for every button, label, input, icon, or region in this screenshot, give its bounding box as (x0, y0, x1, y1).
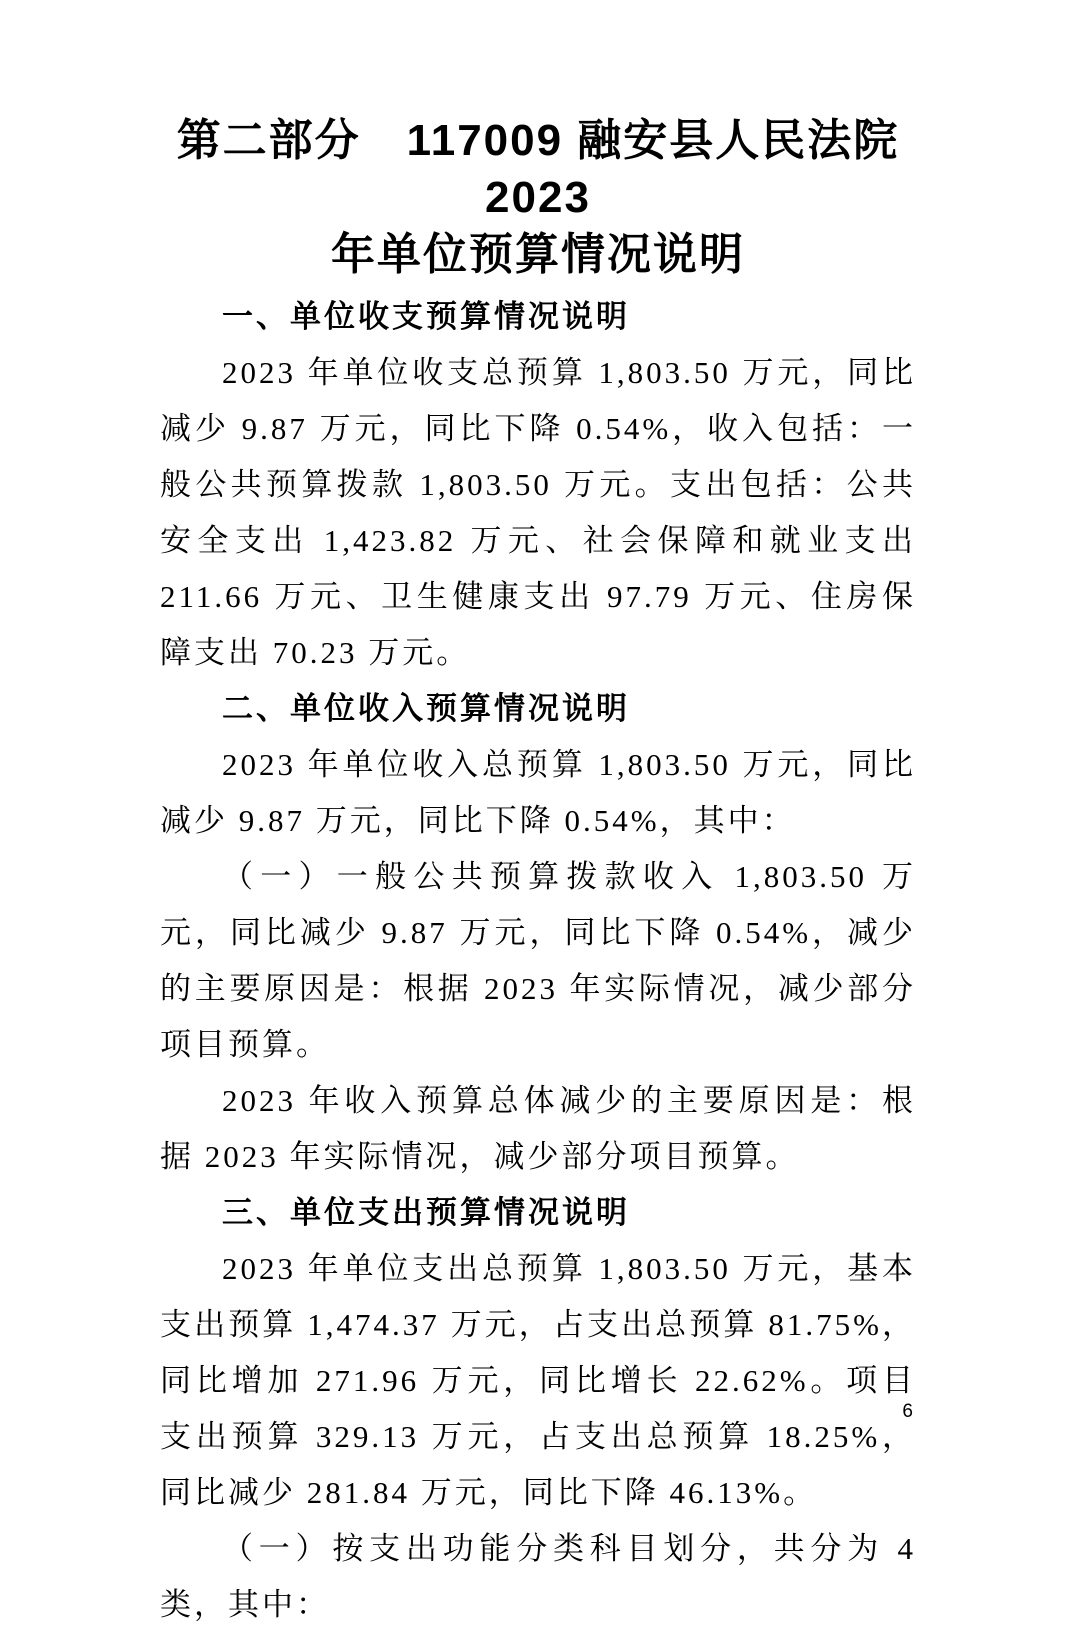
section-heading: 三、单位支出预算情况说明 (222, 1195, 630, 1230)
section-heading: 二、单位收入预算情况说明 (222, 691, 630, 726)
title-line-2: 年单位预算情况说明 (331, 230, 745, 279)
title-line-1: 第二部分 117009 融安县人民法院 2023 (176, 116, 900, 222)
document-title (160, 112, 916, 283)
body-paragraph: 2023 年单位收支总预算 1,803.50 万元，同比减少 9.87 万元，同比下降 0.54%，收入包括：一般公共预算拨款 1,803.50 万元。支出包括：公共安全支出 1,423.82 万元、社会保障和就业支出 211.66 万元、卫生健康支出 97.79 万元、住房保障支出 70.23 万元。 (160, 355, 916, 670)
section-heading: 一、单位收支预算情况说明 (222, 299, 630, 334)
body-paragraph: （一）按支出功能分类科目划分，共分为 4 类，其中： (160, 1531, 916, 1622)
body-paragraph: 2023 年单位收入总预算 1,803.50 万元，同比减少 9.87 万元，同比下降 0.54%，其中： (160, 747, 916, 838)
document-content (160, 112, 916, 1633)
document-body (160, 289, 916, 1633)
body-paragraph: 2023 年收入预算总体减少的主要原因是：根据 2023 年实际情况，减少部分项目预算。 (160, 1083, 916, 1174)
body-paragraph: 2023 年单位支出总预算 1,803.50 万元，基本支出预算 1,474.37 万元，占支出总预算 81.75%，同比增加 271.96 万元，同比增长 22.62%。项目支出预算 329.13 万元，占支出总预算 18.25%，同比减少 281.84 万元，同比下降 46.13%。 (160, 1251, 916, 1510)
page-number: 6 (902, 1401, 913, 1422)
body-paragraph: （一）一般公共预算拨款收入 1,803.50 万元，同比减少 9.87 万元，同比下降 0.54%，减少的主要原因是：根据 2023 年实际情况，减少部分项目预算。 (160, 859, 916, 1062)
